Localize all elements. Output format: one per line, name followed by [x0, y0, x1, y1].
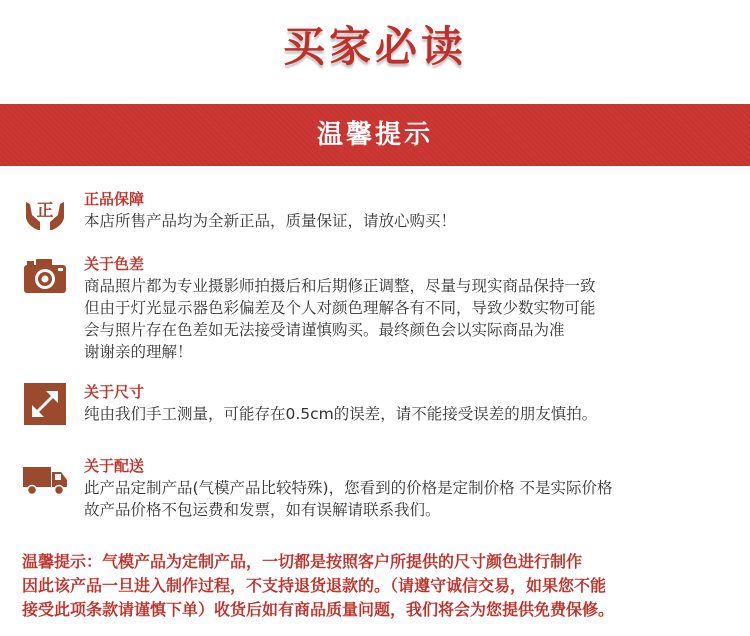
notice-banner [0, 104, 750, 166]
notice-line: 接受此项条款请谨慎下单）收货后如有商品质量问题，我们将会为您提供免费保修。 [22, 600, 615, 619]
notice-line: 因此该产品一旦进入制作过程，不支持退货退款的。（请遵守诚信交易，如果您不能 [22, 576, 607, 595]
warm-notice [22, 550, 734, 622]
section-line: 故产品价格不包运费和发票，如有误解请联系我们。 [84, 501, 441, 519]
genuine-glyph: 正 [36, 201, 54, 221]
notice-line: 温馨提示：气模产品为定制产品，一切都是按照客户所提供的尺寸颜色进行制作 [22, 552, 583, 571]
section-title: 关于尺寸 [84, 383, 145, 401]
hands-icon [22, 188, 68, 234]
section-line: 谢谢亲的理解！ [84, 343, 193, 361]
section-line: 本店所售产品均为全新正品，质量保证，请放心购买！ [84, 212, 457, 230]
section-line: 纯由我们手工测量，可能存在0.5cm的误差，请不能接受误差的朋友慎拍。 [84, 405, 598, 423]
section-line: 会与照片存在色差如无法接受请谨慎购买。最终颜色会以实际商品为准 [84, 321, 565, 339]
section-line: 此产品定制产品(气模产品比较特殊)，您看到的价格是定制价格 不是实际价格 [84, 479, 613, 497]
page-title: 买家必读 [282, 22, 467, 71]
camera-icon [22, 253, 68, 299]
section-title: 关于色差 [84, 255, 145, 273]
banner-title: 温馨提示 [316, 120, 433, 150]
resize-arrow-icon [22, 381, 68, 427]
section-line: 商品照片都为专业摄影师拍摄后和后期修正调整，尽量与现实商品保持一致 [84, 277, 596, 295]
truck-icon [22, 455, 68, 501]
section-title: 正品保障 [84, 190, 145, 208]
section-line: 但由于灯光显示器色彩偏差及个人对颜色理解各有不同，导致少数实物可能 [84, 299, 596, 317]
section-title: 关于配送 [84, 457, 145, 475]
